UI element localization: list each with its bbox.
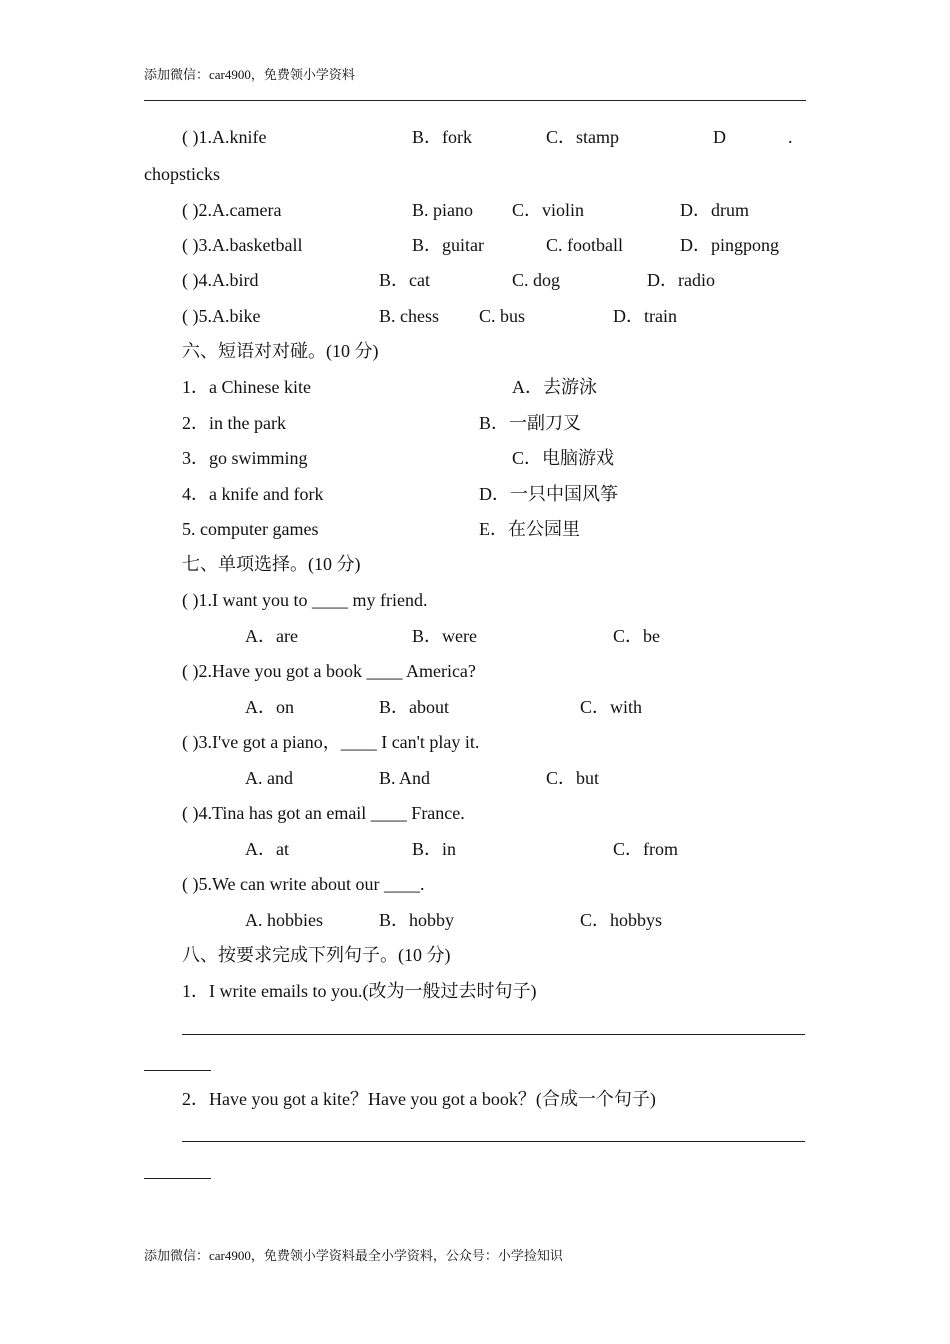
s5-q5-option-d: D．train [613,306,677,326]
header-rule [144,100,806,101]
s7-q3-option-a: A. and [245,768,293,788]
section-six-title: 六、短语对对碰。(10 分) [182,341,379,361]
s7-q2-option-b: B．about [379,697,449,717]
s5-q4-option-d: D．radio [647,270,715,290]
s7-q1-option-a: A．are [245,626,298,646]
s5-q1-dot: . [788,127,793,147]
s7-q1-stem: ( )1.I want you to ____ my friend. [182,590,428,610]
s7-q4-stem: ( )4.Tina has got an email ____ France. [182,803,465,823]
s7-q2-option-c: C．with [580,697,643,717]
s5-q3-option-c: C. football [546,235,623,255]
s7-q3-option-b: B. And [379,768,431,788]
s8-q2-answer-line-cont[interactable] [144,1178,211,1179]
section-seven-title: 七、单项选择。(10 分) [182,554,361,574]
s6-left-2: 2．in the park [182,413,286,433]
s6-left-3: 3．go swimming [182,448,308,468]
s5-q1-option-c: C．stamp [546,127,620,147]
s5-q5-stem: ( )5.A.bike [182,306,261,326]
s5-q4-option-b: B．cat [379,270,430,290]
s7-q3-option-c: C．but [546,768,600,788]
s5-q2-option-c: C．violin [512,200,585,220]
s7-q4-option-a: A．at [245,839,289,859]
s5-q1-stem: ( )1.A.knife [182,127,267,147]
s5-q5-option-b: B. chess [379,306,439,326]
s6-right-d: D．一只中国风筝 [479,484,618,504]
s5-q1-wrap: chopsticks [144,164,220,184]
s5-q3-option-d: D．pingpong [680,235,779,255]
s5-q5-option-c: C. bus [479,306,526,326]
s5-q3-option-b: B．guitar [412,235,484,255]
s7-q4-option-c: C．from [613,839,678,859]
s6-right-b: B．一副刀叉 [479,413,582,433]
s6-right-a: A．去游泳 [512,377,597,397]
section-eight-title: 八、按要求完成下列句子。(10 分) [182,945,451,965]
s5-q4-option-c: C. dog [512,270,561,290]
s6-right-e: E．在公园里 [479,519,580,539]
s6-left-1: 1．a Chinese kite [182,377,311,397]
s8-q2-answer-line[interactable] [182,1141,805,1142]
s5-q3-stem: ( )3.A.basketball [182,235,303,255]
s7-q1-option-b: B．were [412,626,477,646]
s8-q1-answer-line-cont[interactable] [144,1070,211,1071]
s7-q2-stem: ( )2.Have you got a book ____ America? [182,661,476,681]
s7-q5-option-a: A. hobbies [245,910,323,930]
s7-q3-stem: ( )3.I've got a piano，____ I can't play it. [182,732,480,752]
s7-q5-stem: ( )5.We can write about our ____. [182,874,425,894]
s5-q1-option-d: D [713,127,726,147]
page-footer: 添加微信：car4900，免费领小学资料最全小学资料，公众号：小学捡知识 [144,1248,563,1263]
s7-q1-option-c: C．be [613,626,660,646]
s5-q1-option-b: B．fork [412,127,472,147]
s5-q2-option-b: B. piano [412,200,473,220]
s6-right-c: C．电脑游戏 [512,448,615,468]
s7-q4-option-b: B．in [412,839,457,859]
s8-q1-answer-line[interactable] [182,1034,805,1035]
s8-q1-prompt: 1．I write emails to you.(改为一般过去时句子) [182,981,537,1001]
s7-q5-option-c: C．hobbys [580,910,663,930]
s5-q4-stem: ( )4.A.bird [182,270,259,290]
s8-q2-prompt: 2．Have you got a kite？Have you got a book？(合成一个句子) [182,1089,656,1109]
s6-left-5: 5. computer games [182,519,319,539]
page-header: 添加微信：car4900，免费领小学资料 [144,67,355,82]
s5-q2-stem: ( )2.A.camera [182,200,282,220]
s5-q2-option-d: D．drum [680,200,749,220]
s6-left-4: 4．a knife and fork [182,484,324,504]
s7-q5-option-b: B．hobby [379,910,455,930]
s7-q2-option-a: A．on [245,697,294,717]
